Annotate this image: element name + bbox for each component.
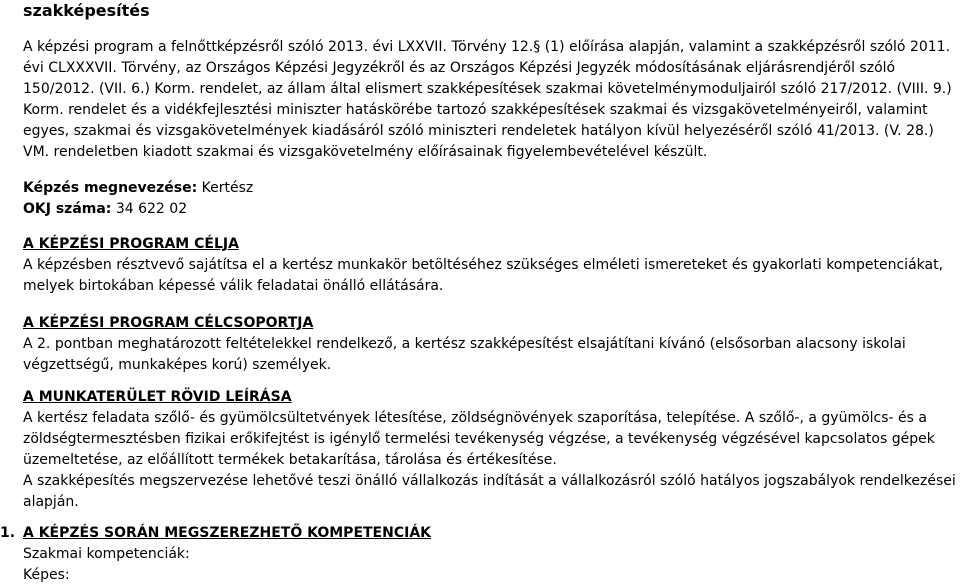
workarea-text-2: A szakképesítés megszervezése lehetővé teszi önálló vállalkozás indítását a vállalkozásról szóló hatályos jogszabályok rendelkezései alapján. [23, 473, 956, 510]
target-heading: A KÉPZÉSI PROGRAM CÉLCSOPORTJA [23, 315, 314, 331]
workarea-section [23, 387, 958, 513]
target-section [23, 313, 958, 376]
goal-heading: A KÉPZÉSI PROGRAM CÉLJA [23, 236, 239, 252]
training-name-value: Kertész [197, 180, 254, 196]
okj-label: OKJ száma: [23, 201, 112, 217]
okj-line [23, 199, 958, 220]
document-body [23, 37, 958, 163]
workarea-heading: A MUNKATERÜLET RÖVID LEÍRÁSA [23, 389, 292, 405]
section-1-line-2: Képes: [23, 567, 70, 583]
training-name-label: Képzés megnevezése: [23, 180, 198, 196]
training-info [23, 178, 958, 220]
workarea-text-1: A kertész feladata szőlő- és gyümölcsültetvények létesítése, zöldségnövények szaporítása, telepítése. A szőlő-, a gyümölcs- és a zöldségtermesztésben fizikai erőkifejtést is igénylő termelési tevékenység végzése, a tevékenység végzésével kapcsolatos gépek üzemeltetése, az előállított termékek betakarítása, tárolása és értékesítése. [23, 410, 935, 468]
section-1-number: 1. [0, 525, 16, 541]
target-text: A 2. pontban meghatározott feltételekkel rendelkező, a kertész szakképesítést elsajátítani kívánó (elsősorban alacsony iskolai végzettségű, munkaképes korú) személyek. [23, 336, 906, 373]
goal-text: A képzésben résztvevő sajátítsa el a kertész munkakör betöltéséhez szükséges elméleti ismereteket és gyakorlati kompetenciákat, melyek birtokában képessé válik feladatai önálló ellátására. [23, 257, 944, 294]
section-1-line-1: Szakmai kompetenciák: [23, 546, 190, 562]
intro-paragraph: A képzési program a felnőttképzésről szóló 2013. évi LXXVII. Törvény 12.§ (1) előírása alapján, valamint a szakképzésről szóló 2011. évi CLXXXVII. Törvény, az Országos Képzési Jegyzékről és az Országos Képzési Jegyzék módosításának eljárásrendjéről szóló 150/2012. (VII. 6.) Korm. rendelet, az állam által elismert szakképesítések szakmai követelménymoduljairól szóló 217/2012. (VIII. 9.) Korm. rendelet és a vidékfejlesztési miniszter hatáskörébe tartozó szakképesítések szakmai és vizsgakövetelményeiről, valamint egyes, szakmai és vizsgakövetelmények kiadásáról szóló miniszteri rendeletek hatályon kívül helyezéséről szóló 41/2013. (V. 28.) VM. rendeletben kiadott szakmai és vizsgakövetelmény előírásainak figyelembevételével készült. [23, 39, 952, 160]
section-1 [0, 523, 958, 586]
document-title: szakképesítés [23, 1, 150, 20]
okj-value: 34 622 02 [111, 201, 188, 217]
goal-section [23, 234, 958, 297]
section-1-heading: A KÉPZÉS SORÁN MEGSZEREZHETŐ KOMPETENCIÁK [23, 525, 432, 541]
training-name-line [23, 178, 958, 199]
